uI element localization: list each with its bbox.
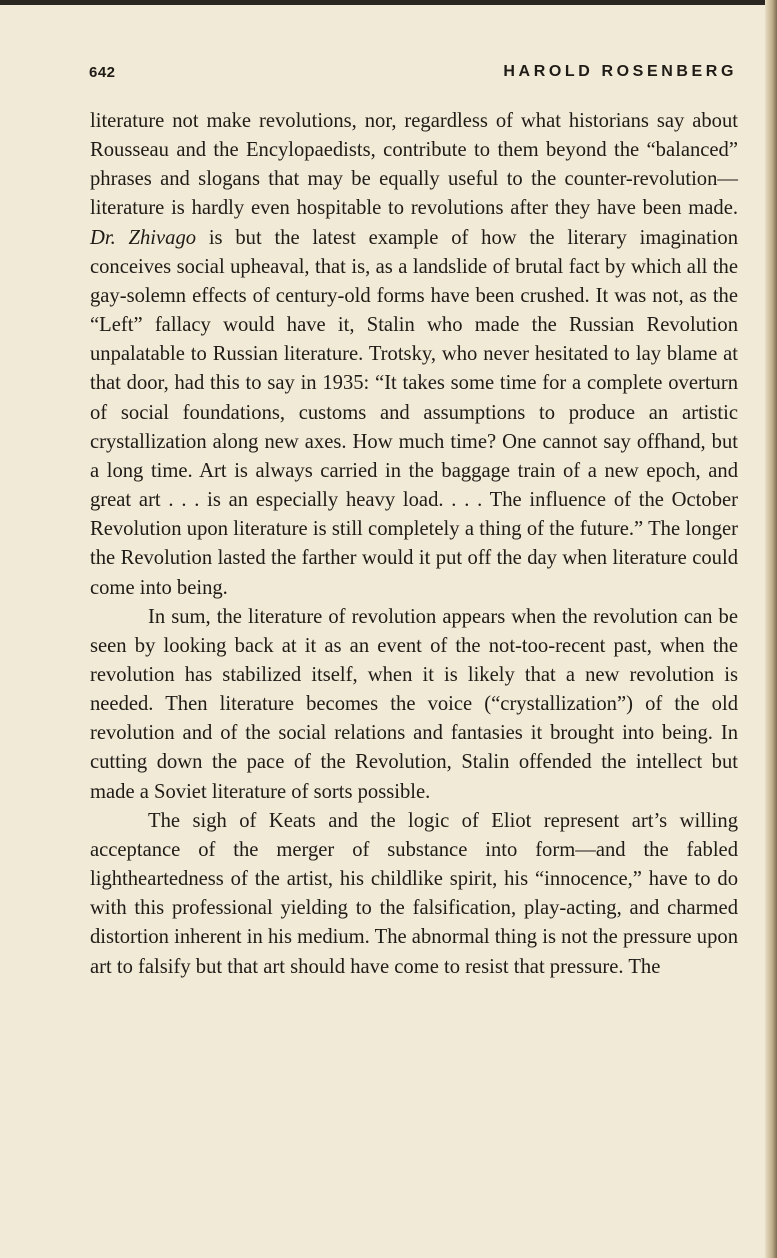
- paragraph-3: The sigh of Keats and the logic of Eliot represent art’s willing acceptance of the merger of substance into form—and the fabled lightheartedness of the artist, his childlike spirit, his “innocence,” have to do with this professional yielding to the falsification, play-acting, and charmed distortion inherent in his medium. The abnormal thing is not the pressure upon art to falsify but that art should have come to resist that pressure. The: [90, 809, 738, 978]
- page-right-edge: [765, 0, 777, 1258]
- book-title: Dr. Zhivago: [90, 226, 197, 249]
- paragraph-1-text-start: literature not make revolutions, nor, regardless of what historians say about Rousseau and the Encylopaedists, contribute to them beyond the “balanced” phrases and slogans that may be equally useful to the counter-revolution—literature is hardly even hospitable to revolutions after they have been made.: [90, 110, 738, 220]
- paragraph-2: In sum, the literature of revolution appears when the revolution can be seen by looking back at it as an event of the not-too-recent past, when the revolution has stabilized itself, when it is likely that a new revolution is needed. Then literature becomes the voice (“crystallization”) of the old revolution and of the social relations and fantasies it brought into being. In cutting down the pace of the Revolution, Stalin offended the intellect but made a Soviet literature of sorts possible.: [90, 605, 738, 803]
- top-edge-rule: [0, 0, 777, 5]
- paragraph-1: [90, 107, 738, 603]
- body-text: [90, 107, 738, 982]
- running-head: HAROLD ROSENBERG: [503, 63, 737, 80]
- paragraph-1-text-end: is but the latest example of how the literary imagination conceives social upheaval, that is, as a landslide of brutal fact by which all the gay-solemn effects of century-old forms have been crushed. It was not, as the “Left” fallacy would have it, Stalin who made the Russian Revolution unpalatable to Russian literature. Trotsky, who never hesitated to lay blame at that door, had this to say in 1935: “It takes some time for a complete overturn of social foundations, customs and assumptions to produce an artistic crystallization along new axes. How much time? One cannot say offhand, but a long time. Art is always carried in the baggage train of a new epoch, and great art . . . is an especially heavy load. . . . The influence of the October Revolution upon literature is still completely a thing of the future.” The longer the Revolution lasted the farther would it put off the day when literature could come into being.: [90, 226, 738, 599]
- page-number: 642: [89, 64, 116, 81]
